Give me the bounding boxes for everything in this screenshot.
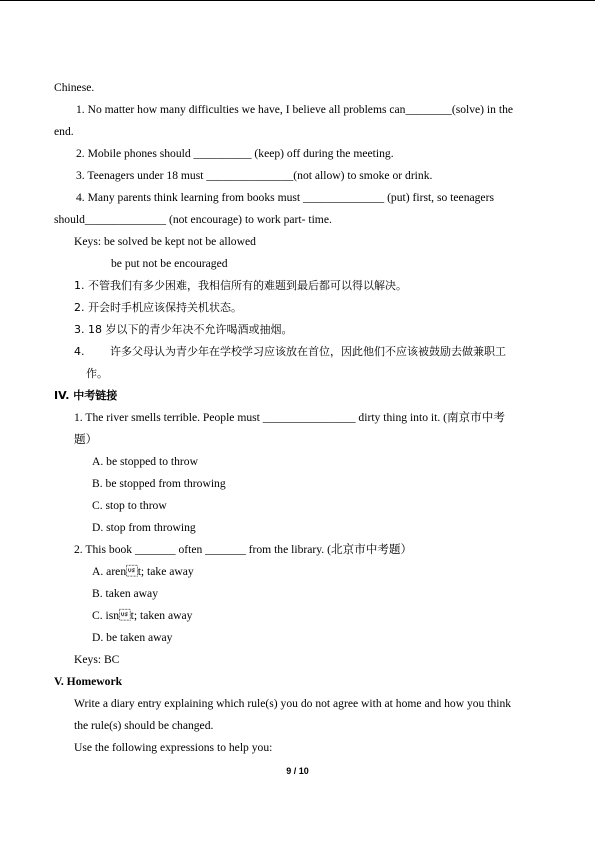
section-v-heading: V. Homework: [54, 675, 123, 688]
q1-option-a: A. be stopped to throw: [92, 455, 198, 468]
exercise-q4-line1: 4. Many parents think learning from books must ______________ (put) first, so teenagers: [76, 191, 494, 204]
homework-line2: the rule(s) should be changed.: [74, 719, 214, 732]
exercise-q2: 2. Mobile phones should __________ (keep) off during the meeting.: [76, 147, 394, 160]
exercise-q1-line2: end.: [54, 125, 74, 138]
section-iv-heading: IV. 中考链接: [54, 389, 118, 402]
q1-option-b: B. be stopped from throwing: [92, 477, 226, 490]
translation-4-number: 4.: [74, 345, 85, 358]
homework-line3: Use the following expressions to help you:: [74, 741, 273, 754]
keys-line2: be put not be encouraged: [111, 257, 228, 270]
translation-2: 2. 开会时手机应该保持关机状态。: [74, 301, 242, 314]
translation-3: 3. 18 岁以下的青少年决不允许喝酒或抽烟。: [74, 323, 293, 336]
homework-line1: Write a diary entry explaining which rule(s) you do not agree with at home and how you think: [74, 697, 512, 710]
section-iv-q1-line2: 题）: [74, 433, 98, 446]
page-number: 9 / 10: [286, 766, 309, 776]
translation-1: 1. 不管我们有多少困难，我相信所有的难题到最后都可以得以解决。: [74, 279, 407, 292]
section-iv-keys: Keys: BC: [74, 653, 120, 666]
top-rule: [0, 0, 595, 1]
section-iv-q1-line1: 1. The river smells terrible. People must ________________ dirty thing into it. (南京市中考: [74, 411, 505, 424]
translation-4-line2: 作。: [86, 367, 108, 380]
document-body: [54, 77, 541, 759]
translation-4: [54, 341, 541, 363]
q2-option-a: A. aren t; take away: [92, 565, 194, 578]
q2-option-c: C. isn t; taken away: [92, 609, 193, 622]
exercise-q3: 3. Teenagers under 18 must _______________(not allow) to smoke or drink.: [76, 169, 433, 182]
translation-4-text: 许多父母认为青少年在学校学习应该放在首位，因此他们不应该被鼓励去做兼职工: [110, 345, 506, 358]
exercise-q1-line1: 1. No matter how many difficulties we have, I believe all problems can________(solve) in the: [76, 103, 514, 116]
keys-line1: Keys: be solved be kept not be allowed: [74, 235, 256, 248]
section-iv-q2: 2. This book _______ often _______ from the library. (北京市中考题）: [74, 543, 413, 556]
q1-option-c: C. stop to throw: [92, 499, 167, 512]
q2-option-d: D. be taken away: [92, 631, 173, 644]
q1-option-d: D. stop from throwing: [92, 521, 196, 534]
intro-text: Chinese.: [54, 81, 95, 94]
exercise-q4-line2: should______________ (not encourage) to work part- time.: [54, 213, 332, 226]
q2-option-b: B. taken away: [92, 587, 158, 600]
